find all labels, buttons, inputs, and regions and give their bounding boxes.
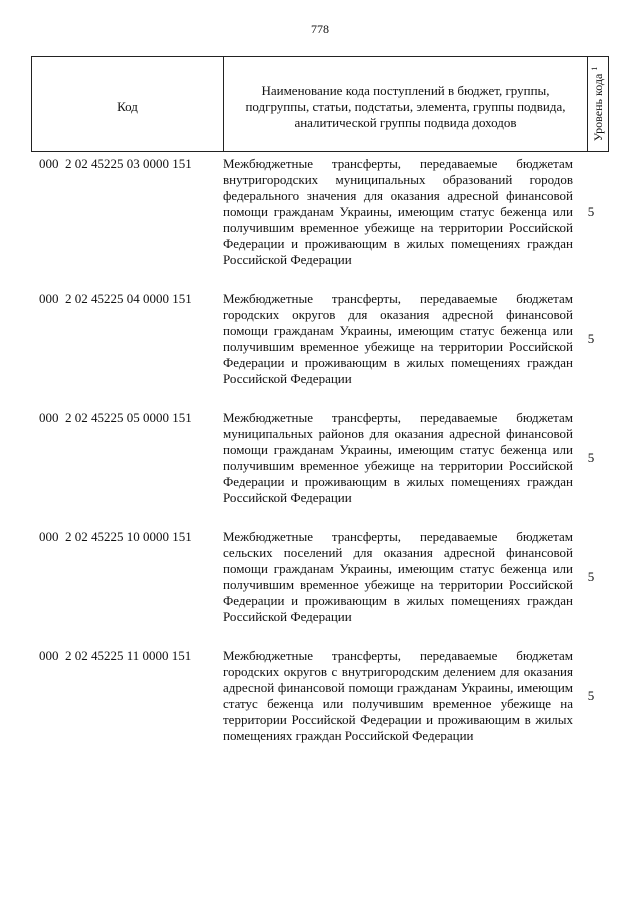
row-name: Межбюджетные трансферты, передаваемые бюджетам внутригородских муниципальных образований городов федерального значения для оказания адресной финансовой помощи гражданам Украины, имеющим статус беженца или получившим временное убежище на территории Российской Федерации и проживающим в жилых помещениях граждан Российской Федерации <box>223 156 573 267</box>
row-name: Межбюджетные трансферты, передаваемые бюджетам муниципальных районов для оказания адресной финансовой помощи гражданам Украины, имеющим статус беженца или получившим временное убежище на территории Российской Федерации и проживающим в жилых помещениях граждан Российской Федерации <box>223 410 573 505</box>
row-income-code: 2 02 45225 03 0000 151 <box>65 156 192 171</box>
table-row <box>31 410 609 506</box>
row-admin-code: 000 <box>39 291 59 306</box>
row-income-code: 2 02 45225 11 0000 151 <box>65 648 192 663</box>
header-code: Код <box>32 57 224 151</box>
header-name: Наименование кода поступлений в бюджет, группы, подгруппы, статьи, подстатьи, элемента, группы подвида, аналитической группы подвида доходов <box>224 57 588 151</box>
row-income-code: 2 02 45225 05 0000 151 <box>65 410 192 425</box>
table-row <box>31 529 609 625</box>
row-name: Межбюджетные трансферты, передаваемые бюджетам сельских поселений для оказания адресной финансовой помощи гражданам Украины, имеющим статус беженца или получившим временное убежище на территории Российской Федерации и проживающим в жилых помещениях граждан Российской Федерации <box>223 529 573 624</box>
table-row <box>31 156 609 268</box>
row-level: 5 <box>587 688 595 703</box>
row-admin-code: 000 <box>39 529 59 544</box>
header-level-footnote: 1 <box>590 66 599 71</box>
row-admin-code: 000 <box>39 648 59 663</box>
header-level <box>588 57 608 151</box>
row-level: 5 <box>587 331 595 346</box>
page-number: 778 <box>311 22 329 36</box>
row-admin-code: 000 <box>39 156 59 171</box>
header-level-text: Уровень кода <box>591 73 605 142</box>
row-level: 5 <box>587 569 595 584</box>
header-level-label <box>590 67 606 142</box>
row-level: 5 <box>587 204 595 219</box>
row-level: 5 <box>587 450 595 465</box>
row-income-code: 2 02 45225 04 0000 151 <box>65 291 192 306</box>
row-name: Межбюджетные трансферты, передаваемые бюджетам городских округов с внутригородским делением для оказания адресной финансовой помощи гражданам Украины, имеющим статус беженца или получившим временное убежище на территории Российской Федерации и проживающим в жилых помещениях граждан Российской Федерации <box>223 648 573 743</box>
table-row <box>31 648 609 744</box>
table-header <box>31 56 609 152</box>
row-name: Межбюджетные трансферты, передаваемые бюджетам городских округов для оказания адресной финансовой помощи гражданам Украины, имеющим статус беженца или получившим временное убежище на территории Российской Федерации и проживающим в жилых помещениях граждан Российской Федерации <box>223 291 573 386</box>
table-body <box>31 156 609 767</box>
row-income-code: 2 02 45225 10 0000 151 <box>65 529 192 544</box>
row-admin-code: 000 <box>39 410 59 425</box>
table-row <box>31 291 609 387</box>
